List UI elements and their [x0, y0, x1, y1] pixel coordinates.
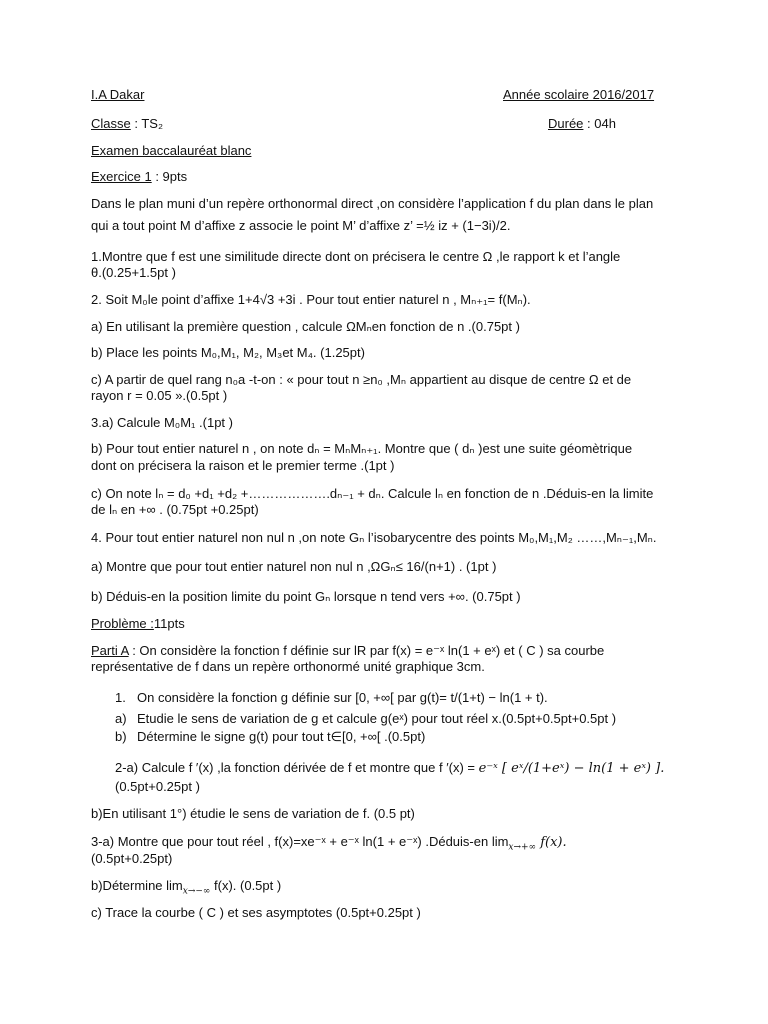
ex1-q2b: b) Place les points M₀,M₁, M₂, M₃et M₄. (1.25pt) [91, 345, 365, 360]
ex1-q2a: a) En utilisant la première question , calcule ΩMₙen fonction de n .(0.75pt ) [91, 319, 520, 334]
school-name: I.A Dakar [91, 87, 145, 102]
prob-q3b [91, 878, 281, 900]
class-label: Classe [91, 116, 131, 131]
school-year: Année scolaire 2016/2017 [503, 87, 655, 102]
ex1-q3c-line2: de lₙ en +∞ . (0.75pt +0.25pt) [91, 502, 259, 517]
part-a-label: Parti A [91, 643, 129, 658]
duration-value: : 04h [583, 116, 616, 131]
ex1-q3a: 3.a) Calcule M₀M₁ .(1pt ) [91, 415, 233, 430]
ex1-q1-line2: θ.(0.25+1.5pt ) [91, 265, 176, 280]
ex1-q3b-line1: b) Pour tout entier naturel n , on note dₙ = MₙMₙ₊₁. Montre que ( dₙ )est une suite géomètrique [91, 441, 633, 456]
exercise1-heading [91, 169, 187, 185]
part-a-line1 [91, 643, 604, 659]
item-a-letter: a) [115, 711, 127, 726]
ex1-q3b-line2: dont on précisera la raison et le premier terme .(1pt ) [91, 458, 395, 473]
ex1-q1-line1: 1.Montre que f est une similitude directe dont on précisera le centre Ω ,le rapport k et l’angle [91, 249, 621, 264]
ex1-q2: 2. Soit M₀le point d’affixe 1+4√3 +3i . Pour tout entier naturel n , Mₙ₊₁= f(Mₙ). [91, 292, 531, 307]
prob-q3a-points: (0.5pt+0.25pt) [91, 851, 173, 866]
prob-q2a-formula: e⁻ˣ [ eˣ/(1+eˣ) − ln(1 + eˣ) ]. [478, 761, 665, 776]
ex1-q4: 4. Pour tout entier naturel non nul n ,on note Gₙ l’isobarycentre des points M₀,M₁,M₂ ……,Mₙ₋₁,Mₙ. [91, 530, 657, 545]
ex1-q4a: a) Montre que pour tout entier naturel non nul n ,ΩGₙ≤ 16/(n+1) . (1pt ) [91, 559, 497, 574]
exercise1-title: Exercice 1 [91, 169, 152, 184]
prob-q2b: b)En utilisant 1°) étudie le sens de variation de f. (0.5 pt) [91, 806, 415, 821]
part-a-line2: représentative de f dans un repère orthonormé unité graphique 3cm. [91, 659, 485, 674]
prob-q2a-points: (0.5pt+0.25pt ) [115, 779, 200, 794]
exercise1-points: : 9pts [151, 169, 188, 184]
item-b-letter: b) [115, 729, 127, 744]
exam-title: Examen baccalauréat blanc [91, 143, 252, 158]
prob-q3a-limit-sub: x→+∞ [508, 842, 537, 853]
ex1-intro-line2: qui a tout point M d’affixe z associe le point M’ d’affixe z’ =½ iz + (1−3i)/2. [91, 218, 511, 233]
prob-q3c: c) Trace la courbe ( C ) et ses asymptotes (0.5pt+0.25pt ) [91, 905, 421, 920]
duration-line [548, 116, 616, 132]
part-a-text: : On considère la fonction f définie sur lR par f(x) = e⁻ˣ ln(1 + eˣ) et ( C ) sa courbe [128, 643, 605, 658]
item1-number: 1. [115, 690, 126, 705]
item-b-text: Détermine le signe g(t) pour tout t∈[0, +∞[ .(0.5pt) [137, 729, 426, 744]
prob-q3a-limit-fx: f(x). [536, 835, 567, 850]
item1-text: On considère la fonction g définie sur [0, +∞[ par g(t)= t/(1+t) − ln(1 + t). [137, 690, 548, 705]
prob-q3b-limit-sub: x→−∞ [182, 886, 211, 897]
problem-heading [91, 616, 185, 632]
prob-q3b-text: b)Détermine lim [91, 878, 183, 893]
duration-label: Durée [548, 116, 584, 131]
prob-q3b-end: f(x). (0.5pt ) [210, 878, 282, 893]
item-a-text: Etudie le sens de variation de g et calcule g(eˣ) pour tout réel x.(0.5pt+0.5pt+0.5pt ) [137, 711, 617, 726]
problem-points: 11pts [153, 616, 185, 631]
ex1-q4b: b) Déduis-en la position limite du point Gₙ lorsque n tend vers +∞. (0.75pt ) [91, 589, 521, 604]
ex1-q2c-line1: c) A partir de quel rang n₀a -t-on : « pour tout n ≥n₀ ,Mₙ appartient au disque de centre Ω et de [91, 372, 632, 387]
ex1-intro-line1: Dans le plan muni d’un repère orthonormal direct ,on considère l’application f du plan dans le plan [91, 196, 654, 211]
problem-title: Problème : [91, 616, 154, 631]
ex1-q3c-line1: c) On note lₙ = d₀ +d₁ +d₂ +……………….dₙ₋₁ + dₙ. Calcule lₙ en fonction de n .Déduis-en la limite [91, 486, 654, 501]
prob-q3a-text: 3-a) Montre que pour tout réel , f(x)=xe⁻ˣ + e⁻ˣ ln(1 + e⁻ˣ) .Déduis-en lim [91, 834, 509, 849]
class-line [91, 116, 163, 132]
class-value: : TS₂ [130, 116, 164, 131]
prob-q2a-line1 [115, 760, 664, 777]
ex1-q2c-line2: rayon r = 0.05 ».(0.5pt ) [91, 388, 228, 403]
prob-q2a-text: 2-a) Calcule f ′(x) ,la fonction dérivée de f et montre que f ′(x) = [115, 760, 479, 775]
